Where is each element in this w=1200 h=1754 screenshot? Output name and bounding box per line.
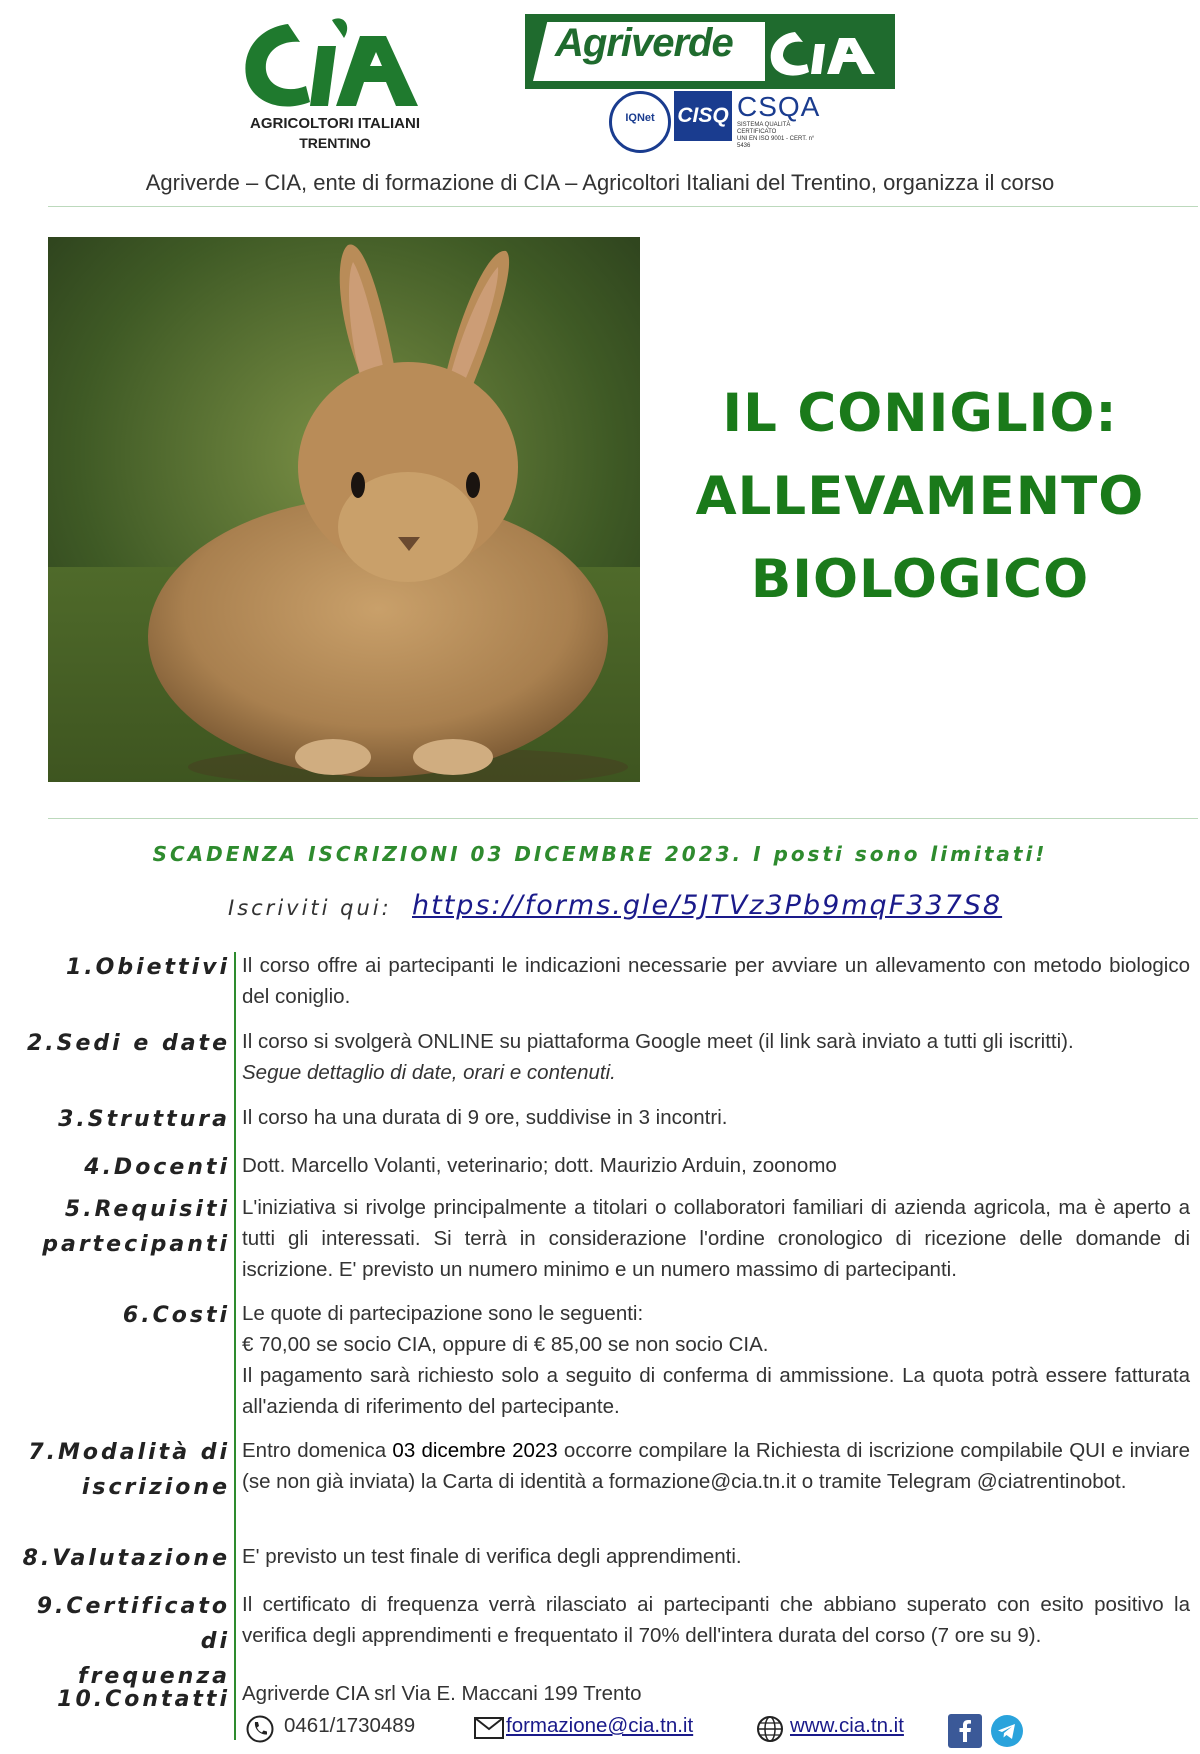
cia-logo-mark	[240, 6, 430, 156]
section-text-costi	[242, 1298, 1190, 1422]
sedi-date-text: Il corso si svolgerà ONLINE su piattaforma Google meet (il link sarà inviato a tutti gli iscritti).	[242, 1030, 1074, 1053]
section-text-requisiti: L'iniziativa si rivolge principalmente a titolari o collaboratori familiari di azienda agricola, ma è aperto a tutti gli interessati. Si terrà in considerazione l'ordine cronologico di ricezione delle domande di iscrizione. E' previsto un numero minimo e un numero massimo di partecipanti.	[242, 1196, 1190, 1281]
contact-email[interactable]: formazione@cia.tn.it	[506, 1714, 694, 1737]
costi-line3: Il pagamento sarà richiesto solo a seguito di conferma di ammissione. La quota potrà essere fatturata all'azienda di riferimento del partecipante.	[242, 1364, 1190, 1418]
contact-phone[interactable]: 0461/1730489	[284, 1714, 416, 1737]
contact-address: Agriverde CIA srl Via E. Maccani 199 Trento	[242, 1682, 642, 1705]
section-separator-line	[234, 952, 236, 1740]
section-label-sedi-date: 2.Sedi e date	[27, 1031, 230, 1056]
globe-icon	[756, 1715, 784, 1749]
csqa-sub2: UNI EN ISO 9001 - CERT. n° 5436	[737, 136, 815, 149]
section-text-obiettivi	[242, 950, 1190, 1012]
section-label-obiettivi: 1.Obiettivi	[65, 955, 230, 980]
contact-website[interactable]: www.cia.tn.it	[790, 1714, 904, 1737]
section-text-docenti: Dott. Marcello Volanti, veterinario; dott. Maurizio Arduin, zoonomo	[242, 1154, 837, 1177]
obiettivi-text: Il corso offre ai partecipanti le indicazioni necessarie per avviare un allevamento con metodo biologico del coniglio.	[242, 954, 1190, 1008]
modalita-date: 03 dicembre 2023	[392, 1439, 558, 1462]
agriverde-logo-text: Agriverde	[555, 21, 733, 65]
csqa-certification-badge	[737, 91, 825, 149]
course-title	[650, 372, 1190, 621]
section-label-contatti: 10.Contatti	[57, 1687, 230, 1712]
modalita-text-a: Entro domenica	[242, 1439, 393, 1462]
contact-line	[242, 1714, 1192, 1748]
certificato-label-line1: 9.Certificato di	[36, 1594, 230, 1654]
section-text-struttura: Il corso ha una durata di 9 ore, suddivise in 3 incontri.	[242, 1106, 728, 1129]
section-label-requisiti	[42, 1192, 230, 1262]
divider-top	[48, 206, 1198, 207]
section-label-modalita	[28, 1435, 230, 1505]
csqa-label: CSQA	[737, 91, 821, 122]
intro-text: Agriverde – CIA, ente di formazione di CIA – Agricoltori Italiani del Trentino, organizza il corso	[145, 170, 1055, 195]
section-label-certificato	[0, 1589, 230, 1694]
section-text-certificato: Il certificato di frequenza verrà rilasciato ai partecipanti che abbiano superato con esito positivo la verifica degli apprendimenti e frequentato il 70% dell'intera durata del corso (7 ore su 9).	[242, 1593, 1190, 1647]
deadline-text: SCADENZA ISCRIZIONI 03 DICEMBRE 2023. I posti sono limitati!	[152, 842, 1048, 866]
facebook-icon[interactable]	[948, 1714, 982, 1754]
cisq-certification-badge	[674, 91, 732, 141]
phone-icon	[246, 1715, 274, 1749]
certificato-label-line2: frequenza	[78, 1664, 230, 1689]
section-label-valutazione: 8.Valutazione	[22, 1546, 230, 1571]
cisq-label: CISQ	[677, 104, 729, 127]
section-text-modalita	[242, 1435, 1190, 1497]
cia-logo-line1: AGRICOLTORI ITALIANI	[250, 115, 420, 132]
costi-line2: € 70,00 se socio CIA, oppure di € 85,00 se non socio CIA.	[242, 1333, 769, 1356]
cia-small-mark	[765, 20, 890, 84]
iqnet-label: IQNet	[625, 112, 655, 124]
section-label-costi: 6.Costi	[122, 1303, 230, 1328]
signup-link[interactable]: https://forms.gle/5JTVz3Pb9mqF337S8	[412, 890, 1003, 921]
requisiti-label-line1: 5.Requisiti	[64, 1197, 230, 1222]
rabbit-photo	[48, 237, 640, 782]
section-label-struttura: 3.Struttura	[58, 1107, 230, 1132]
requisiti-label-line2: partecipanti	[42, 1232, 230, 1257]
section-label-docenti: 4.Docenti	[84, 1155, 230, 1180]
title-line2: ALLEVAMENTO	[695, 466, 1145, 527]
csqa-sub1: SISTEMA QUALITÀ CERTIFICATO	[737, 122, 791, 135]
section-contatti	[242, 1682, 1192, 1737]
title-line1: IL CONIGLIO:	[722, 383, 1118, 444]
modalita-text-b: occorre compilare la Richiesta di iscrizione compilabile QUI e inviare (se non già inviata) la Carta di identità a formazione@cia.tn.it o tramite Telegram @ciatrentinobot.	[242, 1439, 1190, 1493]
section-text-valutazione: E' previsto un test finale di verifica degli apprendimenti.	[242, 1545, 742, 1568]
cia-logo-line2: TRENTINO	[299, 135, 371, 151]
divider-middle	[48, 818, 1198, 819]
section-text-sedi-date	[242, 1026, 1190, 1088]
agriverde-logo	[525, 14, 895, 89]
costi-line1: Le quote di partecipazione sono le seguenti:	[242, 1302, 644, 1325]
envelope-icon	[474, 1717, 504, 1745]
title-line3: BIOLOGICO	[750, 549, 1090, 610]
modalita-label-line2: iscrizione	[81, 1475, 230, 1500]
modalita-label-line1: 7.Modalità di	[28, 1440, 230, 1465]
telegram-icon[interactable]	[990, 1714, 1024, 1754]
iqnet-certification-badge	[609, 91, 671, 153]
cia-logo	[240, 6, 430, 156]
sedi-date-note: Segue dettaglio di date, orari e contenuti.	[242, 1061, 616, 1084]
signup-label: Iscriviti qui:	[228, 896, 392, 920]
